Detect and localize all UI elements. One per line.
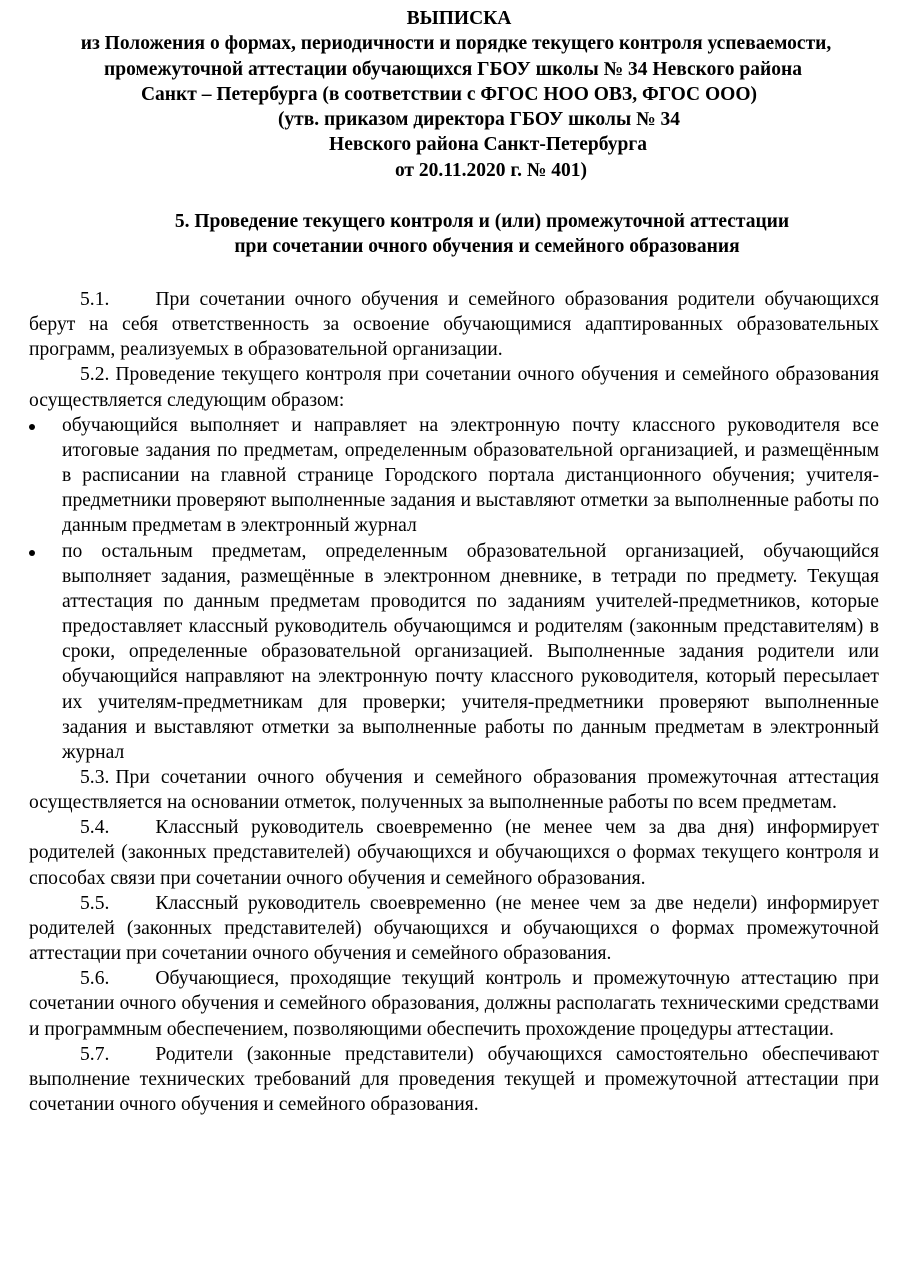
paragraph-number: 5.4. <box>80 817 110 839</box>
document-subtitle-line-2: промежуточной аттестации обучающихся ГБОУ школы № 34 Невского района <box>104 58 802 80</box>
section-heading-line-2: при сочетании очного обучения и семейного образования <box>234 236 740 258</box>
list-item-text: по остальным предметам, определенным образовательной организацией, обучающийся выполняет задания, размещённые в электронном дневнике, в тетради по предмету. Текущая аттестация по данным предметам проводится по заданиям учителей-предметников, которые предоставляет классный руководитель обучающимся и родителям (законным представителям) в сроки, определенные образовательной организацией. Выполненные задания родители или обучающийся направляют на электронную почту классного руководителя, который пересылает их учителям-предметникам для проверки; учителя-предметники проверяют выполненные задания и выставляют отметки за выполненные работы по данным предметам в электронный журнал <box>62 540 879 763</box>
paragraph-number: 5.6. <box>80 968 110 990</box>
paragraph-text: Обучающиеся, проходящие текущий контроль и промежуточную аттестацию при сочетании очного обучения и семейного образования, должны располагать техническими средствами и программным обеспечением, позволяющими обеспечить прохождение процедуры аттестации. <box>29 968 879 1040</box>
paragraph-5-6 <box>29 966 879 1041</box>
document-subtitle-line-3: Санкт – Петербурга (в соответствии с ФГОС НОО ОВЗ, ФГОС ООО) <box>140 83 758 105</box>
paragraph-number: 5.3. <box>80 766 110 788</box>
paragraph-text: Проведение текущего контроля при сочетании очного обучения и семейного образования осуществляется следующим образом: <box>29 364 879 411</box>
paragraph-5-4 <box>29 815 879 890</box>
document-subtitle-line-1: из Положения о формах, периодичности и порядке текущего контроля успеваемости, <box>80 33 832 55</box>
paragraph-5-7 <box>29 1042 879 1117</box>
document-title: ВЫПИСКА <box>406 8 512 29</box>
paragraph-text: Классный руководитель своевременно (не менее чем за два дня) информирует родителей (законных представителей) обучающихся и обучающихся о формах текущего контроля и способах связи при сочетании очного обучения и семейного образования. <box>29 817 879 889</box>
list-item-text: обучающийся выполняет и направляет на электронную почту классного руководителя все итоговые задания по предметам, определенным образовательной организацией, и размещённым в расписании на главной странице Городского портала дистанционного обучения; учителя-предметники проверяют выполненные задания и выставляют отметки за выполненные работы по данным предметам в электронный журнал <box>62 414 879 537</box>
section-heading <box>0 209 914 260</box>
paragraph-5-1 <box>29 287 879 362</box>
paragraph-number: 5.7. <box>80 1043 110 1065</box>
list-item <box>29 539 879 765</box>
bullet-list <box>29 413 879 765</box>
paragraph-number: 5.2. <box>80 364 110 386</box>
approval-line-3: от 20.11.2020 г. № 401) <box>394 159 588 181</box>
paragraph-text: Родители (законные представители) обучающихся самостоятельно обеспечивают выполнение технических требований для проведения текущей и промежуточной аттестации при сочетании очного обучения и семейного образования. <box>29 1043 879 1115</box>
bullet-icon <box>29 550 35 556</box>
document-body <box>29 287 879 1117</box>
paragraph-text: Классный руководитель своевременно (не менее чем за две недели) информирует родителей (законных представителей) обучающихся и обучающихся о формах промежуточной аттестации при сочетании очного обучения и семейного образования. <box>29 892 879 965</box>
paragraph-text: При сочетании очного обучения и семейного образования промежуточная аттестация осуществляется на основании отметок, полученных за выполненные работы по всем предметам. <box>29 766 879 814</box>
document-header <box>0 6 914 183</box>
paragraph-5-5 <box>29 891 879 966</box>
approval-line-1: (утв. приказом директора ГБОУ школы № 34 <box>277 109 681 131</box>
approval-line-2: Невского района Санкт-Петербурга <box>329 134 647 156</box>
paragraph-5-3 <box>29 765 879 815</box>
paragraph-text: При сочетании очного обучения и семейного образования родители обучающихся берут на себя ответственность за освоение обучающимися адаптированных образовательных программ, реализуемых в образовательной организации. <box>29 289 879 361</box>
bullet-icon <box>29 424 35 430</box>
paragraph-number: 5.5. <box>80 892 110 914</box>
list-item <box>29 413 879 539</box>
paragraph-number: 5.1. <box>80 289 110 310</box>
section-heading-line-1: 5. Проведение текущего контроля и (или) промежуточной аттестации <box>174 211 790 232</box>
paragraph-5-2 <box>29 362 879 412</box>
